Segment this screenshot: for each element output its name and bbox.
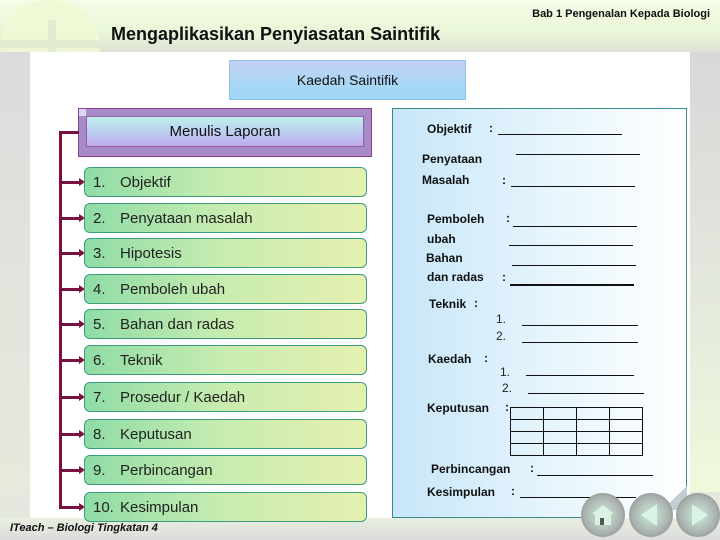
footer-text: ITeach – Biologi Tingkatan 4 (10, 522, 158, 534)
table-cell[interactable] (577, 420, 610, 432)
table-cell[interactable] (544, 420, 577, 432)
step-teknik[interactable] (84, 345, 367, 375)
arrow-icon (61, 252, 82, 255)
logo-decoration-bar (0, 40, 100, 48)
kaedah-answer-line-2[interactable] (528, 393, 644, 394)
table-cell[interactable] (511, 408, 544, 420)
radas-answer-line[interactable] (510, 284, 634, 286)
dan-radas-label: dan radas (427, 270, 484, 284)
table-cell[interactable] (511, 420, 544, 432)
table-cell[interactable] (544, 432, 577, 444)
arrow-icon (61, 396, 82, 399)
home-button[interactable] (581, 493, 625, 537)
root-node: Kaedah Saintifik (229, 60, 466, 100)
next-icon (692, 504, 708, 526)
pemboleh-answer-line[interactable] (513, 226, 637, 227)
step-number: 2. (93, 209, 106, 227)
table-cell[interactable] (511, 432, 544, 444)
step-number: 4. (93, 280, 106, 298)
connector-line (59, 132, 62, 509)
step-number: 1. (93, 173, 106, 191)
teknik-item-2: 2. (496, 329, 507, 343)
kesimpulan-label: Kesimpulan (427, 485, 496, 499)
step-number: 10. (93, 498, 114, 516)
step-label: Pemboleh ubah (120, 280, 226, 298)
step-label: Bahan dan radas (120, 315, 235, 333)
branch-node-label: Menulis Laporan (86, 116, 364, 147)
kaedah-answer-line-1[interactable] (526, 375, 634, 376)
colon: : (530, 461, 534, 475)
table-cell[interactable] (544, 408, 577, 420)
left-band (0, 52, 30, 492)
penyataan-answer-line[interactable] (516, 154, 640, 155)
step-perbincangan[interactable] (84, 455, 367, 485)
step-objektif[interactable] (84, 167, 367, 197)
step-label: Keputusan (120, 425, 192, 443)
teknik-answer-line-2[interactable] (522, 342, 638, 343)
previous-icon (641, 504, 657, 526)
step-keputusan[interactable] (84, 419, 367, 449)
colon: : (511, 484, 515, 498)
colon: : (474, 296, 478, 310)
next-button[interactable] (676, 493, 720, 537)
step-bahan-dan-radas[interactable] (84, 309, 367, 339)
kaedah-item-2: 2. (502, 381, 513, 395)
table-cell[interactable] (610, 408, 643, 420)
arrow-icon (61, 323, 82, 326)
report-form-panel (392, 108, 687, 518)
bahan-answer-line[interactable] (512, 265, 636, 266)
step-number: 5. (93, 315, 106, 333)
step-label: Objektif (120, 173, 171, 191)
connector-line (59, 131, 79, 134)
table-cell[interactable] (610, 420, 643, 432)
right-band (690, 52, 720, 492)
step-label: Prosedur / Kaedah (120, 388, 246, 406)
ubah-label: ubah (427, 232, 456, 246)
pemboleh-label: Pemboleh (427, 212, 485, 226)
objektif-answer-line[interactable] (498, 134, 622, 135)
table-cell[interactable] (577, 408, 610, 420)
kaedah-label: Kaedah (428, 352, 472, 366)
colon: : (489, 121, 493, 135)
previous-button[interactable] (629, 493, 673, 537)
teknik-label: Teknik (429, 297, 467, 311)
arrow-icon (61, 469, 82, 472)
home-icon (592, 505, 614, 525)
perbincangan-label: Perbincangan (431, 462, 511, 476)
step-pemboleh-ubah[interactable] (84, 274, 367, 304)
branch-node (78, 108, 372, 157)
teknik-item-1: 1. (496, 312, 507, 326)
table-cell[interactable] (577, 432, 610, 444)
colon: : (505, 400, 509, 414)
masalah-label: Masalah (422, 173, 470, 187)
kesimpulan-answer-line[interactable] (520, 497, 636, 498)
arrow-icon (61, 181, 82, 184)
step-label: Penyataan masalah (120, 209, 253, 227)
kaedah-item-1: 1. (500, 365, 511, 379)
step-number: 3. (93, 244, 106, 262)
step-label: Perbincangan (120, 461, 213, 479)
step-number: 6. (93, 351, 106, 369)
panel-border (392, 517, 592, 518)
step-label: Hipotesis (120, 244, 182, 262)
perbincangan-answer-line[interactable] (537, 475, 653, 476)
arrow-icon (61, 359, 82, 362)
step-label: Kesimpulan (120, 498, 199, 516)
page-title: Mengaplikasikan Penyiasatan Saintifik (111, 24, 441, 44)
arrow-icon (61, 217, 82, 220)
colon: : (502, 270, 506, 284)
step-number: 9. (93, 461, 106, 479)
table-cell[interactable] (511, 444, 544, 456)
teknik-answer-line-1[interactable] (522, 325, 638, 326)
step-label: Teknik (120, 351, 163, 369)
table-cell[interactable] (610, 432, 643, 444)
keputusan-label: Keputusan (427, 401, 490, 415)
step-number: 7. (93, 388, 106, 406)
step-kesimpulan[interactable] (84, 492, 367, 522)
masalah-answer-line[interactable] (511, 186, 635, 187)
chapter-label: Bab 1 Pengenalan Kepada Biologi (532, 8, 710, 20)
arrow-icon (61, 433, 82, 436)
objektif-label: Objektif (427, 122, 472, 136)
table-cell[interactable] (544, 444, 577, 456)
table-cell[interactable] (577, 444, 610, 456)
arrow-icon (61, 506, 82, 509)
ubah-answer-line[interactable] (509, 245, 633, 246)
bahan-label: Bahan (426, 251, 463, 265)
bevel-decoration (79, 109, 86, 116)
penyataan-label: Penyataan (422, 152, 483, 166)
step-prosedur-kaedah[interactable] (84, 382, 367, 412)
colon: : (506, 211, 510, 225)
colon: : (502, 173, 506, 187)
table-cell[interactable] (610, 444, 643, 456)
step-hipotesis[interactable] (84, 238, 367, 268)
step-number: 8. (93, 425, 106, 443)
keputusan-table (510, 407, 643, 456)
arrow-icon (61, 288, 82, 291)
colon: : (484, 351, 488, 365)
step-penyataan-masalah[interactable] (84, 203, 367, 233)
